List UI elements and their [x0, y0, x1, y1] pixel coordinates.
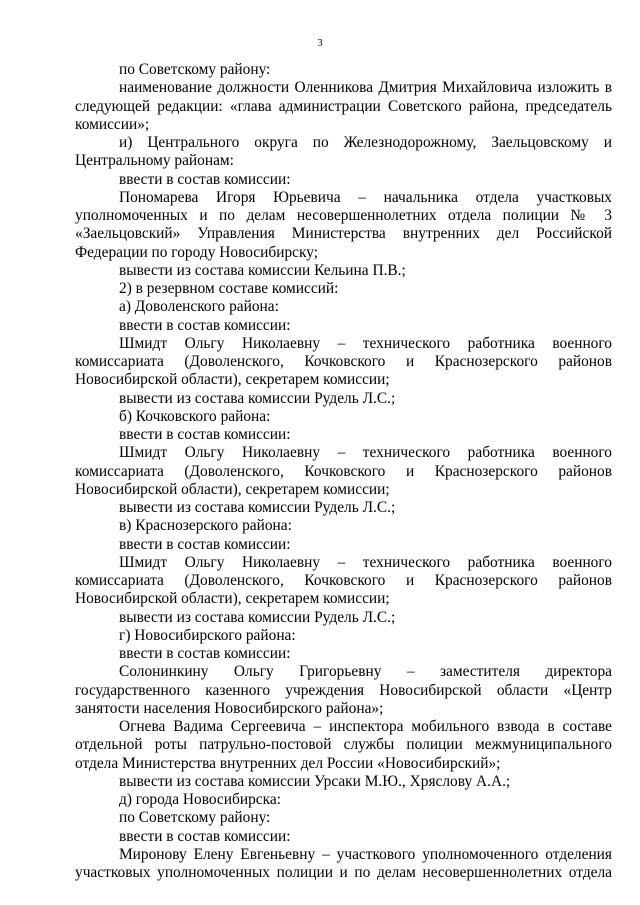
paragraph: ввести в состав комиссии:: [119, 535, 291, 553]
paragraph: б) Кочковского района:: [119, 407, 271, 425]
paragraph: по Советскому району:: [119, 61, 271, 78]
paragraph: Шмидт Ольгу Николаевну – технического работника военного комиссариата (Доволенского, Кочковского и Краснозерского районов Новосибирской области), секретарем комиссии;: [75, 334, 612, 389]
document-body: [75, 61, 612, 882]
paragraph: д) города Новосибирска:: [119, 791, 281, 808]
paragraph: Миронову Елену Евгеньевну – участкового уполномоченного отделения участковых уполномоченных полиции и по делам несовершеннолетних отдела: [75, 845, 612, 881]
paragraph: в) Краснозерского района:: [119, 517, 292, 535]
paragraph: вывести из состава комиссии Рудель Л.С.;: [119, 608, 396, 626]
paragraph: Огнева Вадима Сергеевича – инспектора мобильного взвода в составе отдельной роты патрульно-постовой службы полиции межмуниципального отдела Министерства внутренних дел России «Новосибирский»;: [75, 718, 612, 772]
paragraph: ввести в состав комиссии:: [119, 316, 291, 334]
paragraph: наименование должности Оленникова Дмитрия Михайловича изложить в следующей редакции: «глава администрации Советского района, председатель комиссии»;: [75, 79, 612, 133]
paragraph: а) Доволенского района:: [119, 298, 279, 316]
paragraph: ввести в состав комиссии:: [119, 645, 291, 662]
paragraph: 2) в резервном составе комиссий:: [119, 280, 339, 297]
paragraph: г) Новосибирского района:: [119, 626, 296, 644]
paragraph: Пономарева Игоря Юрьевича – начальника отдела участковых уполномоченных и по делам несовершеннолетних отдела полиции № 3 «Заельцовский» Управления Министерства внутренних дел Российской Федерации по городу Новосибирску;: [75, 188, 612, 261]
paragraph: по Советскому району:: [119, 809, 271, 827]
paragraph: вывести из состава комиссии Рудель Л.С.;: [119, 499, 396, 516]
paragraph: Солонинкину Ольгу Григорьевну – заместителя директора государственного казенного учреждения Новосибирской области «Центр занятости населения Новосибирского района»;: [75, 663, 612, 717]
paragraph: Шмидт Ольгу Николаевну – технического работника военного комиссариата (Доволенского, Кочковского и Краснозерского районов Новосибирской области), секретарем комиссии;: [75, 444, 612, 498]
paragraph: ввести в состав комиссии:: [119, 426, 291, 443]
paragraph: вывести из состава комиссии Урсаки М.Ю., Хряслову А.А.;: [119, 772, 511, 790]
paragraph: и) Центрального округа по Железнодорожному, Заельцовскому и Центральному районам:: [75, 134, 612, 170]
paragraph: Шмидт Ольгу Николаевну – технического работника военного комиссариата (Доволенского, Кочковского и Краснозерского районов Новосибирской области), секретарем комиссии;: [75, 553, 612, 608]
page-number: 3: [317, 38, 323, 49]
paragraph: ввести в состав комиссии:: [119, 827, 291, 845]
paragraph: вывести из состава комиссии Рудель Л.С.;: [119, 389, 396, 407]
paragraph: вывести из состава комиссии Кельина П.В.;: [119, 261, 406, 279]
paragraph: ввести в состав комиссии:: [119, 170, 291, 188]
